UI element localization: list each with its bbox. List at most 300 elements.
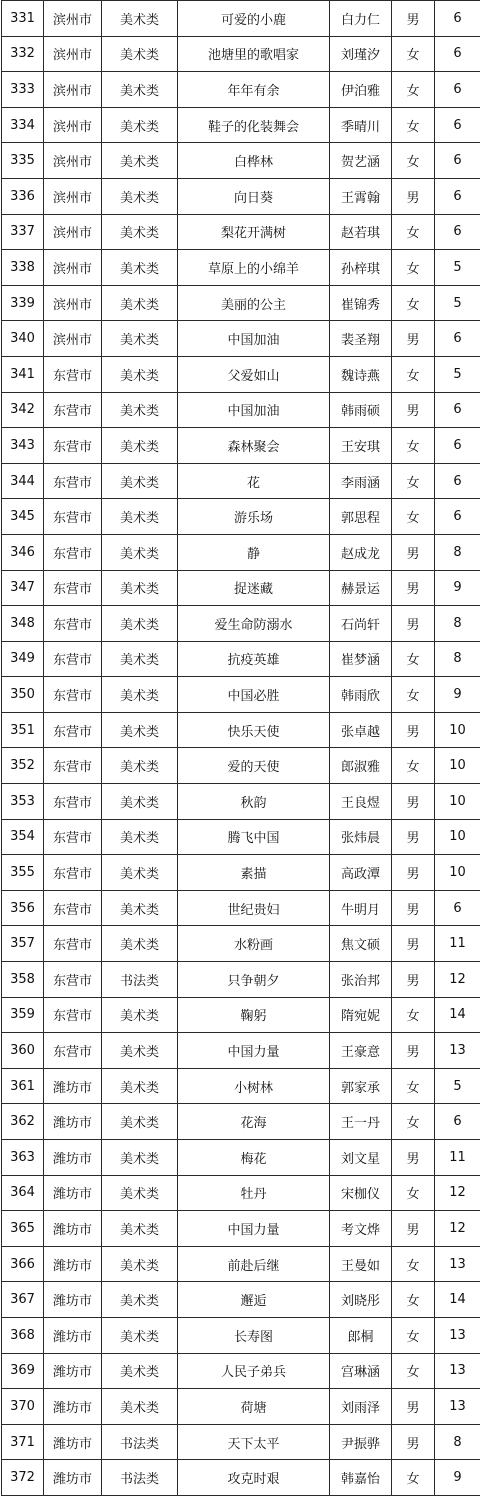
gender-cell: 女: [392, 463, 435, 499]
age-cell: 11: [435, 926, 480, 962]
age-cell: 12: [435, 1211, 480, 1247]
student-name-cell: 王一丹: [330, 1104, 392, 1140]
entry-number-cell: 345: [2, 499, 44, 535]
city-cell: 滨州市: [44, 107, 102, 143]
table-row: [2, 1353, 480, 1389]
category-cell: 美术类: [102, 748, 178, 784]
work-title-cell: 长寿图: [178, 1317, 330, 1353]
work-title-cell: 爱的天使: [178, 748, 330, 784]
student-name-cell: 隋宛妮: [330, 997, 392, 1033]
category-cell: 美术类: [102, 428, 178, 464]
student-name-cell: 王曼如: [330, 1246, 392, 1282]
gender-cell: 女: [392, 677, 435, 713]
city-cell: 潍坊市: [44, 1282, 102, 1318]
entry-number-cell: 369: [2, 1353, 44, 1389]
table-row: [2, 214, 480, 250]
table-row: [2, 285, 480, 321]
city-cell: 潍坊市: [44, 1104, 102, 1140]
city-cell: 东营市: [44, 1033, 102, 1069]
work-title-cell: 抗疫英雄: [178, 641, 330, 677]
city-cell: 东营市: [44, 784, 102, 820]
table-row: [2, 1282, 480, 1318]
age-cell: 8: [435, 606, 480, 642]
category-cell: 美术类: [102, 534, 178, 570]
gender-cell: 女: [392, 356, 435, 392]
work-title-cell: 鞠躬: [178, 997, 330, 1033]
category-cell: 美术类: [102, 1389, 178, 1425]
entry-number-cell: 337: [2, 214, 44, 250]
entry-number-cell: 359: [2, 997, 44, 1033]
category-cell: 美术类: [102, 1140, 178, 1176]
entry-number-cell: 339: [2, 285, 44, 321]
city-cell: 东营市: [44, 962, 102, 998]
age-cell: 9: [435, 1460, 480, 1496]
city-cell: 潍坊市: [44, 1211, 102, 1247]
age-cell: 6: [435, 214, 480, 250]
gender-cell: 女: [392, 107, 435, 143]
work-title-cell: 秋韵: [178, 784, 330, 820]
work-title-cell: 攻克时艰: [178, 1460, 330, 1496]
table-row: [2, 1033, 480, 1069]
city-cell: 滨州市: [44, 250, 102, 286]
student-name-cell: 贺艺涵: [330, 143, 392, 179]
student-name-cell: 赫景运: [330, 570, 392, 606]
city-cell: 东营市: [44, 570, 102, 606]
category-cell: 美术类: [102, 1353, 178, 1389]
table-row: [2, 1317, 480, 1353]
student-name-cell: 宋枷仪: [330, 1175, 392, 1211]
entry-number-cell: 353: [2, 784, 44, 820]
age-cell: 5: [435, 356, 480, 392]
student-name-cell: 郎桐: [330, 1317, 392, 1353]
work-title-cell: 中国必胜: [178, 677, 330, 713]
gender-cell: 男: [392, 1, 435, 37]
student-name-cell: 崔梦涵: [330, 641, 392, 677]
gender-cell: 女: [392, 1246, 435, 1282]
roster-table: [1, 0, 480, 1496]
table-row: [2, 1175, 480, 1211]
city-cell: 东营市: [44, 890, 102, 926]
gender-cell: 男: [392, 712, 435, 748]
age-cell: 13: [435, 1033, 480, 1069]
entry-number-cell: 368: [2, 1317, 44, 1353]
entry-number-cell: 367: [2, 1282, 44, 1318]
gender-cell: 女: [392, 72, 435, 108]
student-name-cell: 王霄翰: [330, 178, 392, 214]
age-cell: 8: [435, 534, 480, 570]
work-title-cell: 美丽的公主: [178, 285, 330, 321]
age-cell: 6: [435, 463, 480, 499]
city-cell: 东营市: [44, 926, 102, 962]
entry-number-cell: 352: [2, 748, 44, 784]
age-cell: 6: [435, 72, 480, 108]
roster-body: [2, 1, 480, 1496]
student-name-cell: 高政潭: [330, 855, 392, 891]
student-name-cell: 刘瑾汐: [330, 36, 392, 72]
table-row: [2, 1424, 480, 1460]
table-row: [2, 1140, 480, 1176]
table-row: [2, 1389, 480, 1425]
table-row: [2, 855, 480, 891]
work-title-cell: 鞋子的化装舞会: [178, 107, 330, 143]
entry-number-cell: 335: [2, 143, 44, 179]
gender-cell: 女: [392, 36, 435, 72]
category-cell: 书法类: [102, 962, 178, 998]
age-cell: 6: [435, 178, 480, 214]
work-title-cell: 池塘里的歌唱家: [178, 36, 330, 72]
category-cell: 美术类: [102, 1246, 178, 1282]
category-cell: 美术类: [102, 214, 178, 250]
category-cell: 美术类: [102, 1033, 178, 1069]
category-cell: 美术类: [102, 250, 178, 286]
city-cell: 潍坊市: [44, 1317, 102, 1353]
city-cell: 东营市: [44, 606, 102, 642]
student-name-cell: 张卓越: [330, 712, 392, 748]
entry-number-cell: 355: [2, 855, 44, 891]
age-cell: 13: [435, 1246, 480, 1282]
gender-cell: 男: [392, 1140, 435, 1176]
category-cell: 美术类: [102, 570, 178, 606]
age-cell: 6: [435, 499, 480, 535]
gender-cell: 女: [392, 1317, 435, 1353]
city-cell: 东营市: [44, 356, 102, 392]
work-title-cell: 中国加油: [178, 392, 330, 428]
age-cell: 6: [435, 1104, 480, 1140]
student-name-cell: 焦文硕: [330, 926, 392, 962]
work-title-cell: 天下太平: [178, 1424, 330, 1460]
gender-cell: 男: [392, 1033, 435, 1069]
age-cell: 5: [435, 285, 480, 321]
entry-number-cell: 358: [2, 962, 44, 998]
work-title-cell: 人民子弟兵: [178, 1353, 330, 1389]
category-cell: 美术类: [102, 1068, 178, 1104]
table-row: [2, 1246, 480, 1282]
table-row: [2, 819, 480, 855]
student-name-cell: 王豪意: [330, 1033, 392, 1069]
city-cell: 东营市: [44, 641, 102, 677]
gender-cell: 女: [392, 428, 435, 464]
entry-number-cell: 336: [2, 178, 44, 214]
gender-cell: 女: [392, 1068, 435, 1104]
age-cell: 14: [435, 1282, 480, 1318]
gender-cell: 男: [392, 855, 435, 891]
student-name-cell: 韩雨欣: [330, 677, 392, 713]
city-cell: 滨州市: [44, 321, 102, 357]
entry-number-cell: 343: [2, 428, 44, 464]
work-title-cell: 小树林: [178, 1068, 330, 1104]
age-cell: 13: [435, 1353, 480, 1389]
entry-number-cell: 331: [2, 1, 44, 37]
age-cell: 12: [435, 962, 480, 998]
gender-cell: 男: [392, 784, 435, 820]
entry-number-cell: 340: [2, 321, 44, 357]
gender-cell: 男: [392, 1389, 435, 1425]
category-cell: 美术类: [102, 1104, 178, 1140]
city-cell: 潍坊市: [44, 1424, 102, 1460]
age-cell: 13: [435, 1389, 480, 1425]
student-name-cell: 魏诗燕: [330, 356, 392, 392]
age-cell: 6: [435, 890, 480, 926]
gender-cell: 男: [392, 1211, 435, 1247]
work-title-cell: 牡丹: [178, 1175, 330, 1211]
age-cell: 6: [435, 321, 480, 357]
student-name-cell: 赵成龙: [330, 534, 392, 570]
table-row: [2, 962, 480, 998]
entry-number-cell: 341: [2, 356, 44, 392]
work-title-cell: 梨花开满树: [178, 214, 330, 250]
age-cell: 10: [435, 712, 480, 748]
age-cell: 13: [435, 1317, 480, 1353]
category-cell: 书法类: [102, 1460, 178, 1496]
table-row: [2, 712, 480, 748]
table-row: [2, 748, 480, 784]
city-cell: 潍坊市: [44, 1140, 102, 1176]
city-cell: 滨州市: [44, 214, 102, 250]
age-cell: 5: [435, 1068, 480, 1104]
gender-cell: 女: [392, 1282, 435, 1318]
table-row: [2, 1068, 480, 1104]
student-name-cell: 郎淑雅: [330, 748, 392, 784]
city-cell: 东营市: [44, 819, 102, 855]
gender-cell: 女: [392, 1353, 435, 1389]
entry-number-cell: 348: [2, 606, 44, 642]
city-cell: 滨州市: [44, 143, 102, 179]
student-name-cell: 牛明月: [330, 890, 392, 926]
gender-cell: 女: [392, 499, 435, 535]
table-row: [2, 641, 480, 677]
entry-number-cell: 347: [2, 570, 44, 606]
city-cell: 东营市: [44, 677, 102, 713]
entry-number-cell: 346: [2, 534, 44, 570]
city-cell: 东营市: [44, 499, 102, 535]
work-title-cell: 世纪贵妇: [178, 890, 330, 926]
table-row: [2, 107, 480, 143]
student-name-cell: 张治邦: [330, 962, 392, 998]
gender-cell: 男: [392, 178, 435, 214]
work-title-cell: 游乐场: [178, 499, 330, 535]
table-row: [2, 72, 480, 108]
table-row: [2, 926, 480, 962]
category-cell: 美术类: [102, 392, 178, 428]
gender-cell: 男: [392, 1424, 435, 1460]
entry-number-cell: 332: [2, 36, 44, 72]
category-cell: 美术类: [102, 890, 178, 926]
student-name-cell: 张炜晨: [330, 819, 392, 855]
work-title-cell: 邂逅: [178, 1282, 330, 1318]
work-title-cell: 只争朝夕: [178, 962, 330, 998]
age-cell: 8: [435, 641, 480, 677]
city-cell: 东营市: [44, 712, 102, 748]
category-cell: 美术类: [102, 819, 178, 855]
gender-cell: 男: [392, 570, 435, 606]
category-cell: 美术类: [102, 1175, 178, 1211]
work-title-cell: 爱生命防溺水: [178, 606, 330, 642]
entry-number-cell: 365: [2, 1211, 44, 1247]
entry-number-cell: 338: [2, 250, 44, 286]
work-title-cell: 水粉画: [178, 926, 330, 962]
city-cell: 东营市: [44, 428, 102, 464]
table-row: [2, 499, 480, 535]
age-cell: 14: [435, 997, 480, 1033]
city-cell: 东营市: [44, 534, 102, 570]
student-name-cell: 白力仁: [330, 1, 392, 37]
category-cell: 美术类: [102, 499, 178, 535]
age-cell: 8: [435, 1424, 480, 1460]
age-cell: 9: [435, 677, 480, 713]
student-name-cell: 李雨涵: [330, 463, 392, 499]
entry-number-cell: 363: [2, 1140, 44, 1176]
age-cell: 6: [435, 36, 480, 72]
gender-cell: 男: [392, 926, 435, 962]
entry-number-cell: 351: [2, 712, 44, 748]
student-name-cell: 石尚轩: [330, 606, 392, 642]
work-title-cell: 花海: [178, 1104, 330, 1140]
work-title-cell: 捉迷藏: [178, 570, 330, 606]
category-cell: 美术类: [102, 641, 178, 677]
student-name-cell: 伊泊雅: [330, 72, 392, 108]
category-cell: 美术类: [102, 143, 178, 179]
entry-number-cell: 372: [2, 1460, 44, 1496]
table-row: [2, 250, 480, 286]
category-cell: 美术类: [102, 356, 178, 392]
work-title-cell: 花: [178, 463, 330, 499]
category-cell: 美术类: [102, 72, 178, 108]
table-row: [2, 534, 480, 570]
category-cell: 美术类: [102, 285, 178, 321]
work-title-cell: 快乐天使: [178, 712, 330, 748]
work-title-cell: 可爱的小鹿: [178, 1, 330, 37]
age-cell: 10: [435, 748, 480, 784]
city-cell: 滨州市: [44, 1, 102, 37]
student-name-cell: 季晴川: [330, 107, 392, 143]
gender-cell: 男: [392, 321, 435, 357]
table-row: [2, 784, 480, 820]
student-name-cell: 郭家承: [330, 1068, 392, 1104]
student-name-cell: 王安琪: [330, 428, 392, 464]
city-cell: 潍坊市: [44, 1246, 102, 1282]
entry-number-cell: 342: [2, 392, 44, 428]
table-row: [2, 143, 480, 179]
table-row: [2, 1211, 480, 1247]
work-title-cell: 森林聚会: [178, 428, 330, 464]
category-cell: 美术类: [102, 178, 178, 214]
category-cell: 美术类: [102, 1211, 178, 1247]
table-row: [2, 36, 480, 72]
gender-cell: 女: [392, 641, 435, 677]
entry-number-cell: 361: [2, 1068, 44, 1104]
work-title-cell: 白桦林: [178, 143, 330, 179]
gender-cell: 女: [392, 1460, 435, 1496]
entry-number-cell: 364: [2, 1175, 44, 1211]
city-cell: 潍坊市: [44, 1460, 102, 1496]
entry-number-cell: 362: [2, 1104, 44, 1140]
entry-number-cell: 333: [2, 72, 44, 108]
category-cell: 美术类: [102, 1282, 178, 1318]
age-cell: 10: [435, 784, 480, 820]
category-cell: 美术类: [102, 1317, 178, 1353]
table-row: [2, 356, 480, 392]
table-row: [2, 392, 480, 428]
gender-cell: 女: [392, 748, 435, 784]
entry-number-cell: 366: [2, 1246, 44, 1282]
category-cell: 美术类: [102, 926, 178, 962]
table-row: [2, 428, 480, 464]
city-cell: 东营市: [44, 997, 102, 1033]
student-name-cell: 刘文星: [330, 1140, 392, 1176]
city-cell: 潍坊市: [44, 1175, 102, 1211]
table-row: [2, 463, 480, 499]
city-cell: 滨州市: [44, 178, 102, 214]
age-cell: 6: [435, 107, 480, 143]
student-name-cell: 考文烨: [330, 1211, 392, 1247]
gender-cell: 男: [392, 606, 435, 642]
table-row: [2, 890, 480, 926]
table-row: [2, 1, 480, 37]
student-name-cell: 裴圣翔: [330, 321, 392, 357]
category-cell: 美术类: [102, 36, 178, 72]
work-title-cell: 中国加油: [178, 321, 330, 357]
entry-number-cell: 334: [2, 107, 44, 143]
city-cell: 滨州市: [44, 36, 102, 72]
age-cell: 6: [435, 392, 480, 428]
student-name-cell: 王良煜: [330, 784, 392, 820]
city-cell: 东营市: [44, 855, 102, 891]
city-cell: 滨州市: [44, 72, 102, 108]
gender-cell: 女: [392, 250, 435, 286]
table-row: [2, 178, 480, 214]
work-title-cell: 荷塘: [178, 1389, 330, 1425]
category-cell: 书法类: [102, 1424, 178, 1460]
category-cell: 美术类: [102, 107, 178, 143]
table-row: [2, 606, 480, 642]
age-cell: 6: [435, 143, 480, 179]
work-title-cell: 前赴后继: [178, 1246, 330, 1282]
category-cell: 美术类: [102, 855, 178, 891]
city-cell: 潍坊市: [44, 1353, 102, 1389]
gender-cell: 女: [392, 214, 435, 250]
city-cell: 东营市: [44, 748, 102, 784]
age-cell: 10: [435, 819, 480, 855]
work-title-cell: 中国力量: [178, 1033, 330, 1069]
category-cell: 美术类: [102, 321, 178, 357]
category-cell: 美术类: [102, 677, 178, 713]
age-cell: 6: [435, 428, 480, 464]
entry-number-cell: 349: [2, 641, 44, 677]
gender-cell: 男: [392, 392, 435, 428]
work-title-cell: 静: [178, 534, 330, 570]
student-name-cell: 郭思程: [330, 499, 392, 535]
work-title-cell: 年年有余: [178, 72, 330, 108]
table-row: [2, 677, 480, 713]
gender-cell: 男: [392, 890, 435, 926]
gender-cell: 男: [392, 534, 435, 570]
category-cell: 美术类: [102, 784, 178, 820]
work-title-cell: 向日葵: [178, 178, 330, 214]
category-cell: 美术类: [102, 463, 178, 499]
entry-number-cell: 350: [2, 677, 44, 713]
entry-number-cell: 356: [2, 890, 44, 926]
city-cell: 潍坊市: [44, 1389, 102, 1425]
age-cell: 9: [435, 570, 480, 606]
entry-number-cell: 371: [2, 1424, 44, 1460]
city-cell: 潍坊市: [44, 1068, 102, 1104]
gender-cell: 女: [392, 997, 435, 1033]
gender-cell: 女: [392, 143, 435, 179]
student-name-cell: 韩雨硕: [330, 392, 392, 428]
category-cell: 美术类: [102, 997, 178, 1033]
work-title-cell: 腾飞中国: [178, 819, 330, 855]
age-cell: 10: [435, 855, 480, 891]
